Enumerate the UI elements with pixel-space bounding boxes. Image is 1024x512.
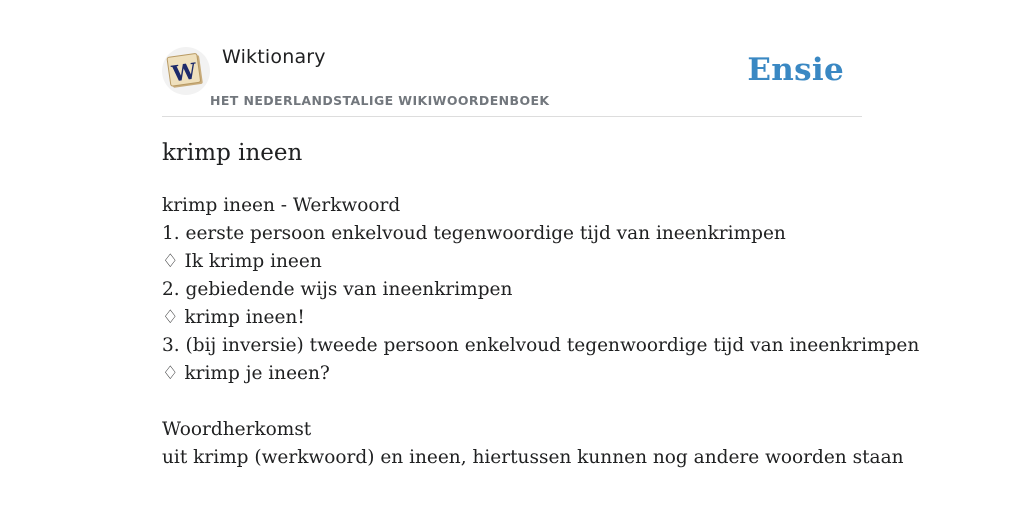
definition-example: ♢ krimp je ineen? [162, 363, 330, 384]
definition-example: ♢ krimp ineen! [162, 307, 305, 328]
section-spacer [162, 388, 882, 416]
wiktionary-logo-icon[interactable] [162, 47, 210, 95]
definition-item: 3. (bij inversie) tweede persoon enkelvoud tegenwoordige tijd van ineenkrimpen [162, 335, 920, 356]
site-tagline: HET NEDERLANDSTALIGE WIKIWOORDENBOEK [210, 93, 550, 108]
entry-content [162, 192, 920, 472]
definition-item: 2. gebiedende wijs van ineenkrimpen [162, 279, 513, 300]
definition-example: ♢ Ik krimp ineen [162, 251, 322, 272]
site-name[interactable]: Wiktionary [222, 46, 326, 68]
definition-item: 1. eerste persoon enkelvoud tegenwoordige tijd van ineenkrimpen [162, 223, 786, 244]
page-title: krimp ineen [162, 140, 303, 166]
svg-text:W: W [170, 58, 199, 88]
brand-logo[interactable]: Ensie [747, 52, 844, 88]
etymology-heading: Woordherkomst [162, 419, 312, 440]
entry-heading: krimp ineen - Werkwoord [162, 195, 401, 216]
etymology-text: uit krimp (werkwoord) en ineen, hiertussen kunnen nog andere woorden staan [162, 447, 904, 468]
site-header [162, 40, 862, 117]
